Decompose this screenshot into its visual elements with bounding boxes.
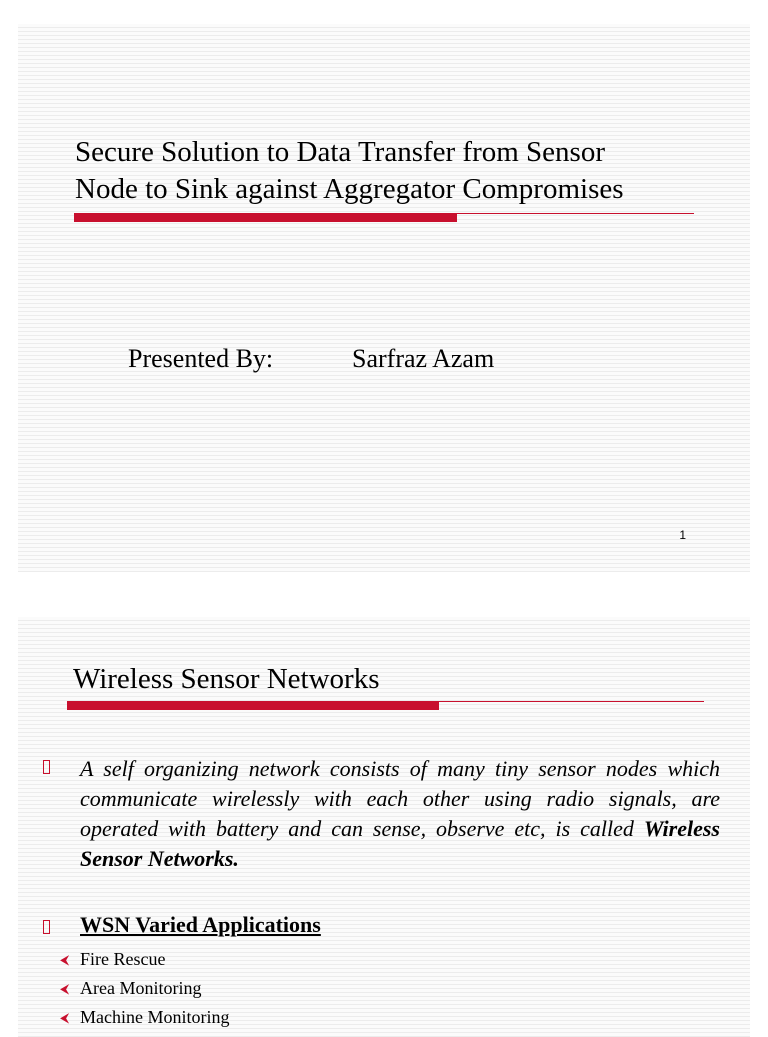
arrow-left-icon: ⮜ — [60, 953, 70, 968]
list-item — [60, 945, 229, 974]
wsn-definition-text: A self organizing network consists of many tiny sensor nodes which communicate wirelessly with each other using radio signals, are operated with battery and can sense, observe etc, is called — [80, 756, 720, 841]
square-bullet-icon — [43, 920, 50, 934]
slide-1 — [18, 24, 750, 572]
list-item-label: Fire Rescue — [80, 949, 166, 969]
list-item-label: Machine Monitoring — [80, 1007, 230, 1027]
arrow-left-icon: ⮜ — [60, 1011, 70, 1026]
slide-2-title: Wireless Sensor Networks — [73, 663, 380, 695]
applications-heading: WSN Varied Applications — [80, 912, 321, 937]
page-number: 1 — [679, 528, 686, 542]
wsn-definition — [80, 754, 720, 874]
list-item — [60, 974, 229, 1003]
title-divider-thick — [67, 702, 439, 710]
title-divider-thick — [74, 214, 457, 222]
slide-1-title — [75, 134, 624, 208]
slide-1-title-line-2: Node to Sink against Aggregator Compromises — [75, 173, 624, 205]
list-item — [60, 1003, 229, 1032]
square-bullet-icon — [43, 760, 50, 774]
applications-list — [60, 945, 229, 1032]
wsn-definition-term: Wireless Sensor Networks. — [80, 816, 720, 871]
presenter-name: Sarfraz Azam — [352, 344, 495, 373]
slide-2 — [18, 617, 750, 1037]
presented-by-label: Presented By: — [128, 344, 274, 373]
arrow-left-icon: ⮜ — [60, 982, 70, 997]
list-item-label: Area Monitoring — [80, 978, 202, 998]
slide-1-title-line-1: Secure Solution to Data Transfer from Sensor — [75, 136, 605, 168]
